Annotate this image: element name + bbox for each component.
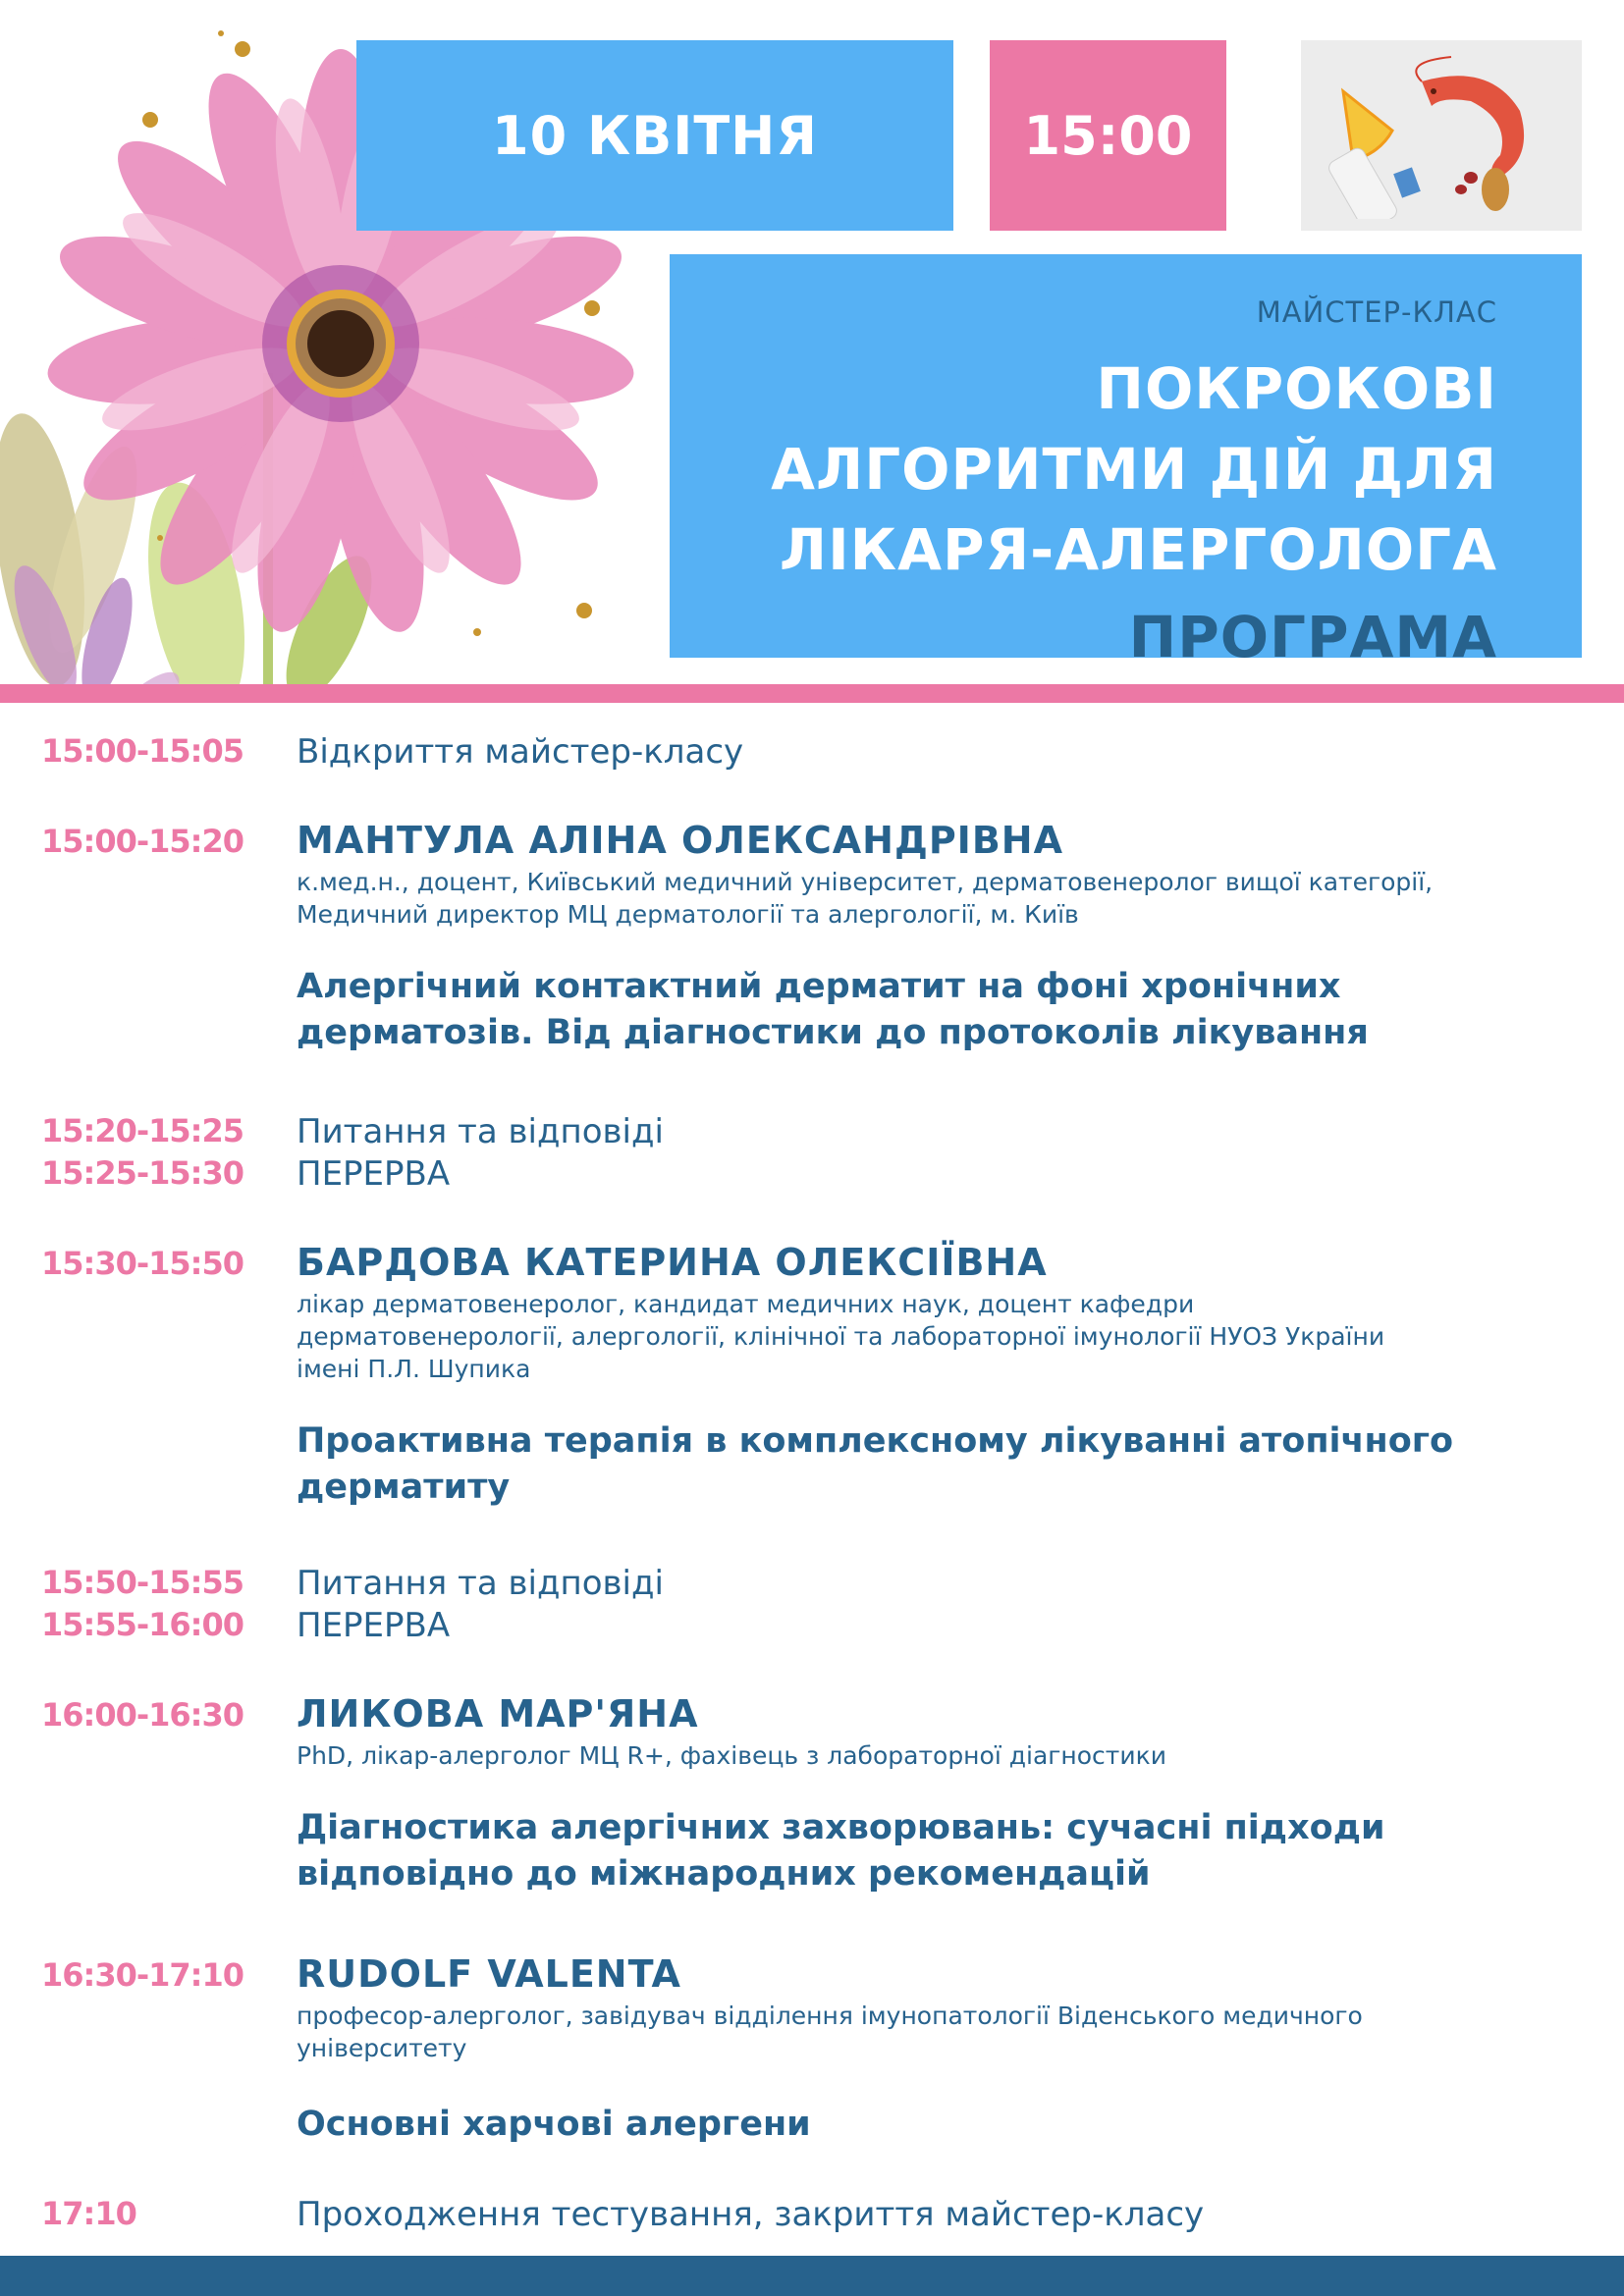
title-line: ЛІКАРЯ-АЛЕРГОЛОГА	[779, 516, 1497, 583]
talk-topic	[297, 1805, 1602, 1897]
item-time: 15:30-15:50	[41, 1245, 244, 1282]
speaker-affiliation	[297, 2000, 1602, 2064]
talk-topic	[297, 964, 1602, 1056]
title-panel	[670, 254, 1582, 670]
item-time: 15:00-15:20	[41, 823, 244, 860]
date-banner	[356, 40, 953, 231]
item-text: Питання та відповіді	[297, 1112, 664, 1151]
divider-stripe	[0, 684, 1624, 703]
talk-topic	[297, 1418, 1602, 1511]
item-time: 15:20-15:25	[41, 1112, 244, 1149]
event-title	[709, 348, 1497, 590]
event-type: МАЙСТЕР-КЛАС	[1256, 295, 1497, 329]
item-time: 16:30-17:10	[41, 1956, 244, 1994]
talk-topic	[297, 2102, 1602, 2148]
item-text: ПЕРЕРВА	[297, 1606, 451, 1645]
affiliation-line: імені П.Л. Шупика	[297, 1355, 531, 1383]
speaker-affiliation	[297, 1739, 1602, 1772]
item-time: 17:10	[41, 2195, 136, 2232]
topic-line: дерматиту	[297, 1468, 511, 1507]
speaker-name: RUDOLF VALENTA	[297, 1952, 681, 1996]
item-text: Питання та відповіді	[297, 1564, 664, 1603]
speaker-affiliation	[297, 866, 1602, 931]
title-line: АЛГОРИТМИ ДІЙ ДЛЯ	[771, 436, 1497, 503]
topic-line: Діагностика алергічних захворювань: сучасні підходи	[297, 1808, 1385, 1847]
affiliation-line: професор-алерголог, завідувач відділення імунопатології Віденського медичного	[297, 2002, 1363, 2030]
speaker-name: БАРДОВА КАТЕРИНА ОЛЕКСІЇВНА	[297, 1241, 1048, 1284]
speaker-name: ЛИКОВА МАР'ЯНА	[297, 1692, 699, 1735]
affiliation-line: університету	[297, 2034, 467, 2062]
time-banner	[990, 40, 1226, 231]
footer-bar	[0, 2256, 1624, 2296]
event-time: 15:00	[1023, 104, 1193, 167]
speaker-name: МАНТУЛА АЛІНА ОЛЕКСАНДРІВНА	[297, 819, 1063, 862]
topic-line: дерматозів. Від діагностики до протоколів лікування	[297, 1013, 1369, 1052]
affiliation-line: дерматовенерології, алергології, клінічної та лабораторної імунології НУОЗ України	[297, 1322, 1385, 1351]
event-date: 10 КВІТНЯ	[492, 104, 818, 167]
item-time: 15:50-15:55	[41, 1564, 244, 1601]
topic-line: відповідно до міжнародних рекомендацій	[297, 1854, 1151, 1894]
affiliation-line: лікар дерматовенеролог, кандидат медичних наук, доцент кафедри	[297, 1290, 1195, 1318]
topic-line: Алергічний контактний дерматит на фоні хронічних	[297, 967, 1341, 1006]
title-line: ПОКРОКОВІ	[1096, 355, 1497, 422]
item-time: 15:25-15:30	[41, 1154, 244, 1192]
affiliation-line: PhD, лікар-алерголог МЦ R+, фахівець з лабораторної діагностики	[297, 1741, 1166, 1770]
affiliation-line: к.мед.н., доцент, Київський медичний університет, дерматовенеролог вищої категорії,	[297, 868, 1434, 896]
affiliation-line: Медичний директор МЦ дерматології та алергології, м. Київ	[297, 900, 1079, 929]
speaker-affiliation	[297, 1288, 1602, 1385]
item-time: 16:00-16:30	[41, 1696, 244, 1734]
item-text: Відкриття майстер-класу	[297, 732, 744, 772]
allergens-illustration-icon	[1301, 40, 1582, 231]
topic-line: Основні харчові алергени	[297, 2105, 811, 2144]
program-heading: ПРОГРАМА	[1128, 604, 1497, 670]
item-text: ПЕРЕРВА	[297, 1154, 451, 1194]
topic-line: Проактивна терапія в комплексному лікуванні атопічного	[297, 1421, 1454, 1461]
item-time: 15:00-15:05	[41, 732, 244, 770]
item-time: 15:55-16:00	[41, 1606, 244, 1643]
item-text: Проходження тестування, закриття майстер-класу	[297, 2195, 1205, 2234]
